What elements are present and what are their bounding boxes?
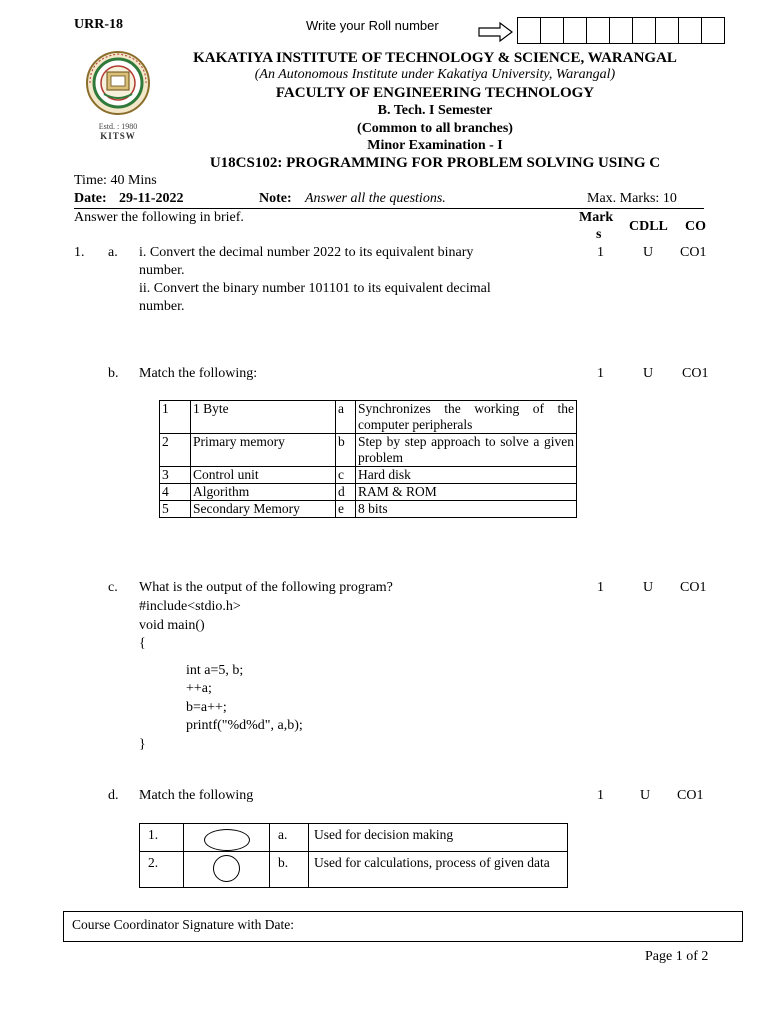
left-item: 1 Byte: [191, 401, 336, 434]
oval-shape-icon: [204, 829, 250, 851]
col-marks-header: Mark: [579, 210, 614, 225]
table-row: [160, 484, 577, 501]
match-table-2: [139, 823, 568, 888]
right-item: Hard disk: [356, 467, 577, 484]
col-cdll-header: CDLL: [629, 219, 668, 234]
table-row: [160, 401, 577, 434]
institute-logo: [80, 50, 156, 141]
roll-number-digit-box[interactable]: [517, 17, 541, 44]
page-number: Page 1 of 2: [645, 949, 709, 964]
logo-estd: Estd. : 1980: [98, 122, 138, 131]
right-item: 8 bits: [356, 501, 577, 518]
roll-number-digit-box[interactable]: [563, 17, 587, 44]
institute-name: KAKATIYA INSTITUTE OF TECHNOLOGY & SCIENCE, WARANGAL: [193, 50, 677, 66]
row-number: 2.: [140, 852, 184, 888]
semester: B. Tech. I Semester: [377, 103, 493, 118]
section-instruction: Answer the following in brief.: [74, 210, 244, 225]
q1d-marks: 1: [597, 788, 604, 803]
option-letter: c: [336, 467, 356, 484]
roll-number-digit-box[interactable]: [540, 17, 564, 44]
right-item: RAM & ROM: [356, 484, 577, 501]
left-item: Algorithm: [191, 484, 336, 501]
code-line: #include<stdio.h>: [139, 599, 241, 614]
q1c-marks: 1: [597, 580, 604, 595]
note-label: Note:: [259, 191, 292, 206]
option-letter: d: [336, 484, 356, 501]
match-table-1: [159, 400, 577, 518]
course-title: U18CS102: PROGRAMMING FOR PROBLEM SOLVING USING C: [209, 155, 661, 171]
header-divider: [74, 208, 704, 209]
circle-shape-icon: [213, 855, 240, 882]
q1a-line4: number.: [139, 299, 185, 314]
q1a-line2: number.: [139, 263, 185, 278]
q1a-co: CO1: [680, 245, 707, 260]
code-block: [139, 598, 303, 754]
q1b-marks: 1: [597, 366, 604, 381]
option-letter: a.: [270, 824, 309, 852]
code-line: printf("%d%d", a,b);: [186, 718, 303, 733]
q1a-line3: ii. Convert the binary number 101101 to its equivalent decimal: [139, 281, 491, 296]
q1b-co: CO1: [682, 366, 709, 381]
option-letter: b.: [270, 852, 309, 888]
table-row: [160, 501, 577, 518]
row-number: 4: [160, 484, 191, 501]
option-letter: b: [336, 434, 356, 467]
q1a-line1: i. Convert the decimal number 2022 to its equivalent binary: [139, 245, 474, 260]
q1d-letter: d.: [108, 788, 119, 803]
institute-subtitle: (An Autonomous Institute under Kakatiya University, Warangal): [254, 67, 616, 82]
q1c-text: What is the output of the following program?: [139, 580, 393, 595]
code-line: ++a;: [186, 681, 212, 696]
roll-number-digit-box[interactable]: [586, 17, 610, 44]
code-line: {: [139, 636, 146, 651]
exam-time: Time: 40 Mins: [74, 173, 157, 188]
date-label: Date:: [74, 191, 107, 206]
col-marks-header-s: s: [596, 227, 602, 242]
q1c-cdll: U: [643, 580, 654, 595]
max-marks: Max. Marks: 10: [587, 191, 677, 206]
flowchart-symbol-cell: [184, 852, 270, 888]
q1d-cdll: U: [640, 788, 651, 803]
note-text: Answer all the questions.: [305, 191, 446, 206]
signature-label: Course Coordinator Signature with Date:: [72, 917, 294, 932]
table-row: [140, 824, 568, 852]
row-number: 3: [160, 467, 191, 484]
code-line: void main(): [139, 617, 205, 633]
left-item: Control unit: [191, 467, 336, 484]
table-row: [140, 852, 568, 888]
col-co-header: CO: [685, 219, 706, 234]
logo-abbr: KITSW: [100, 131, 136, 141]
signature-box: [63, 911, 743, 942]
branches: (Common to all branches): [357, 121, 513, 136]
roll-number-digit-box[interactable]: [609, 17, 633, 44]
institute-seal-icon: [80, 50, 156, 116]
date-value: 29-11-2022: [119, 191, 184, 206]
q1b-cdll: U: [643, 366, 654, 381]
roll-number-digit-box[interactable]: [655, 17, 679, 44]
symbol-description: Used for decision making: [309, 824, 568, 852]
q1c-letter: c.: [108, 580, 118, 595]
q1d-co: CO1: [677, 788, 704, 803]
table-row: [160, 467, 577, 484]
arrow-right-icon: [478, 22, 514, 42]
row-number: 2: [160, 434, 191, 467]
q1a-cdll: U: [643, 245, 654, 260]
table-row: [160, 434, 577, 467]
question-number: 1.: [74, 245, 85, 260]
q1d-text: Match the following: [139, 788, 254, 803]
faculty-name: FACULTY OF ENGINEERING TECHNOLOGY: [275, 85, 595, 101]
code-line: }: [139, 736, 146, 752]
paper-code: URR-18: [74, 17, 123, 32]
option-letter: e: [336, 501, 356, 518]
q1c-co: CO1: [680, 580, 707, 595]
roll-number-label: Write your Roll number: [306, 18, 439, 33]
right-item: Step by step approach to solve a given problem: [356, 434, 577, 467]
roll-number-boxes[interactable]: [518, 17, 725, 44]
row-number: 1.: [140, 824, 184, 852]
q1b-letter: b.: [108, 366, 119, 381]
roll-number-digit-box[interactable]: [632, 17, 656, 44]
q1a-marks: 1: [597, 245, 604, 260]
exam-name: Minor Examination - I: [367, 138, 503, 153]
flowchart-symbol-cell: [184, 824, 270, 852]
symbol-description: Used for calculations, process of given data: [309, 852, 568, 888]
q1b-text: Match the following:: [139, 366, 258, 381]
code-line: int a=5, b;: [186, 662, 244, 678]
left-item: Secondary Memory: [191, 501, 336, 518]
row-number: 5: [160, 501, 191, 518]
code-line: b=a++;: [186, 699, 227, 715]
right-item: Synchronizes the working of the computer peripherals: [356, 401, 577, 434]
roll-number-digit-box[interactable]: [678, 17, 702, 44]
option-letter: a: [336, 401, 356, 434]
q1a-letter: a.: [108, 245, 118, 260]
roll-number-digit-box[interactable]: [701, 17, 725, 44]
row-number: 1: [160, 401, 191, 434]
left-item: Primary memory: [191, 434, 336, 467]
